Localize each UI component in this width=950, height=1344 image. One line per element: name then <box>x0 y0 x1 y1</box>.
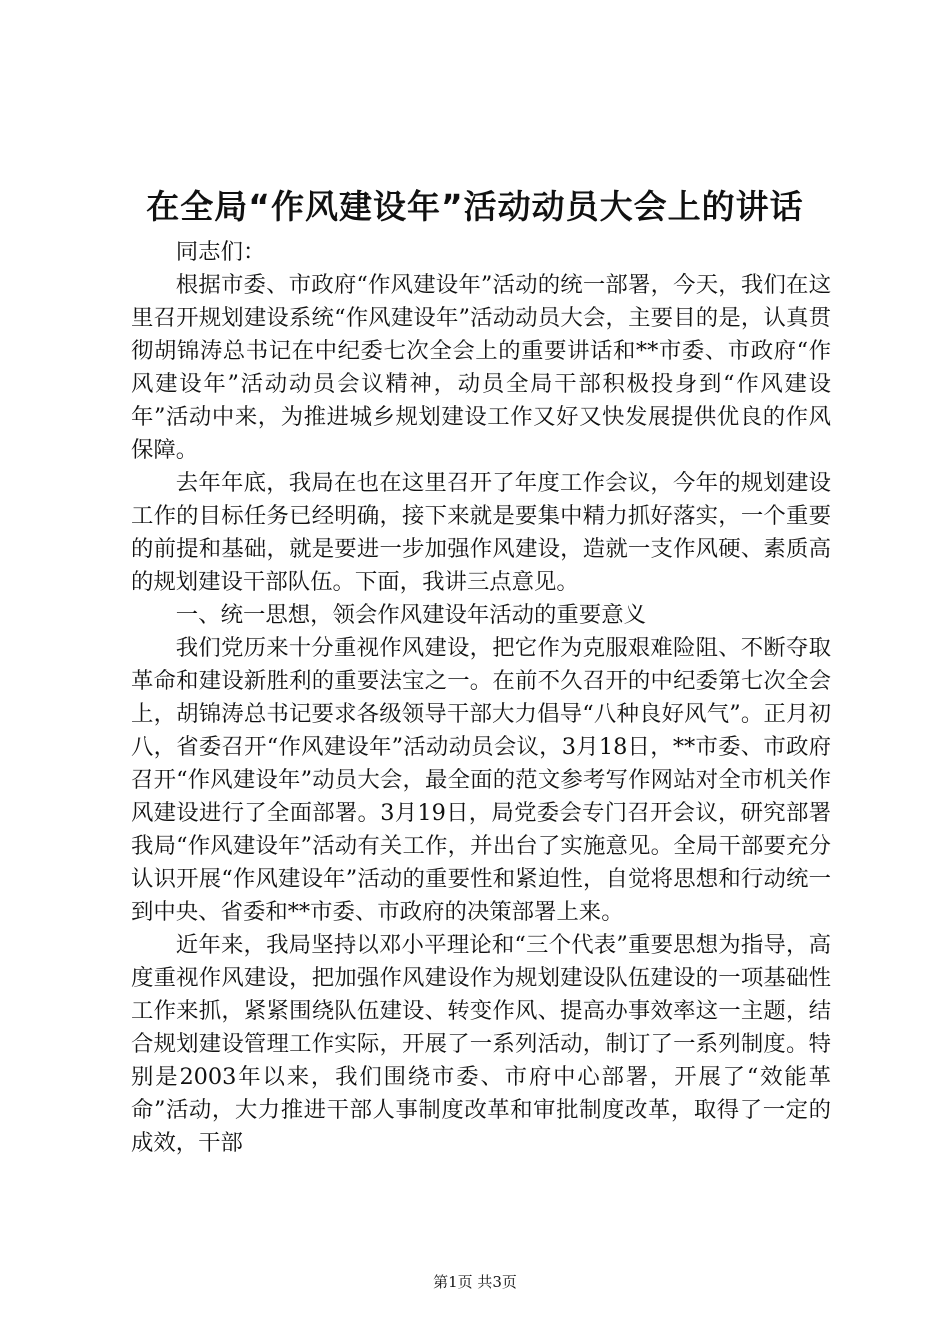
section-heading: 一、统一思想，领会作风建设年活动的重要意义 <box>175 602 646 628</box>
document-title: 在全局“作风建设年”活动动员大会上的讲话 <box>146 187 804 226</box>
page-number-footer: 第1页 共3页 <box>433 1273 517 1291</box>
paragraph: 根据市委、市政府“作风建设年”活动的统一部署，今天，我们在这里召开规划建设系统“作风建设年”活动动员大会，主要目的是，认真贯彻胡锦涛总书记在中纪委七次全会上的重要讲话和**市委、市政府“作风建设年”活动动员会议精神，动员全局干部积极投身到“作风建设年”活动中来，为推进城乡规划建设工作又好又快发展提供优良的作风保障。 <box>131 272 831 463</box>
salutation: 同志们： <box>175 239 266 265</box>
paragraph: 近年来，我局坚持以邓小平理论和“三个代表”重要思想为指导，高度重视作风建设，把加强作风建设作为规划建设队伍建设的一项基础性工作来抓，紧紧围绕队伍建设、转变作风、提高办事效率这一主题，结合规划建设管理工作实际，开展了一系列活动，制订了一系列制度。特别是2003年以来，我们围绕市委、市府中心部署，开展了“效能革命”活动，大力推进干部人事制度改革和审批制度改革，取得了一定的成效，干部 <box>131 932 831 1156</box>
paragraph: 我们党历来十分重视作风建设，把它作为克服艰难险阻、不断夺取革命和建设新胜利的重要法宝之一。在前不久召开的中纪委第七次全会上，胡锦涛总书记要求各级领导干部大力倡导“八种良好风气”。正月初八，省委召开“作风建设年”活动动员会议，3月18日，**市委、市政府召开“作风建设年”动员大会，最全面的范文参考写作网站对全市机关作风建设进行了全面部署。3月19日，局党委会专门召开会议，研究部署我局“作风建设年”活动有关工作，并出台了实施意见。全局干部要充分认识开展“作风建设年”活动的重要性和紧迫性，自觉将思想和行动统一到中央、省委和**市委、市政府的决策部署上来。 <box>131 635 831 925</box>
document-body <box>131 236 831 1160</box>
paragraph: 去年年底，我局在也在这里召开了年度工作会议，今年的规划建设工作的目标任务已经明确，接下来就是要集中精力抓好落实，一个重要的前提和基础，就是要进一步加强作风建设，造就一支作风硬、素质高的规划建设干部队伍。下面，我讲三点意见。 <box>131 470 831 595</box>
